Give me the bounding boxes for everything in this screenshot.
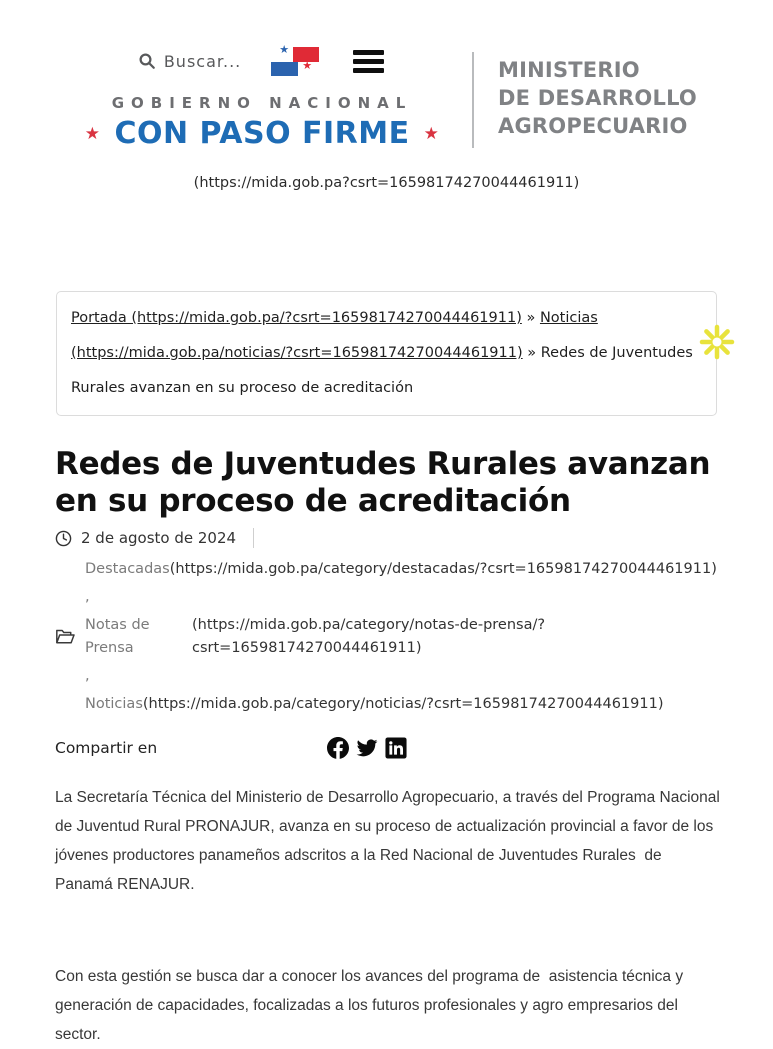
search-button[interactable] [138,52,241,71]
meta-divider [253,528,254,548]
category-url: (https://mida.gob.pa/category/destacadas/?csrt=16598174270044461911) [169,561,717,577]
ministry-line-3: AGROPECUARIO [498,114,688,138]
category-url: (https://mida.gob.pa/category/noticias/?csrt=16598174270044461911) [142,696,664,712]
header-toolbar [76,44,448,78]
logo-line-con-paso-firme [76,116,448,151]
category-comma: , [85,589,90,605]
menu-hamburger-icon[interactable] [351,48,386,75]
yellow-asterisk-icon [697,322,737,362]
red-star-icon: ★ [84,123,101,144]
category-link[interactable]: Notas de Prensa [85,617,150,656]
article-paragraph-2: Con esta gestión se busca dar a conocer los avances del programa de asistencia técnica y generación de capacidades, focalizadas a los futuros profesionales y agro empresarios del sector. [55,968,688,1043]
linkedin-icon[interactable] [385,737,407,759]
breadcrumb-link-noticias[interactable]: Noticias (https://mida.gob.pa/noticias/?csrt=16598174270044461911) [71,310,598,361]
ministry-name-block [498,44,697,140]
search-icon [138,52,156,70]
article-paragraph-1: La Secretaría Técnica del Ministerio de Desarrollo Agropecuario, a través del Programa Nacional de Juventud Rural PRONAJUR, avanza en su proceso de actualización provincial a favor de los jóvenes productores panameños adscritos a la Red Nacional de Juventudes Rurales de Panamá RENAJUR. [55,789,725,893]
ministry-line-1: MINISTERIO [498,58,640,82]
category-item-destacadas [85,558,717,581]
panama-flag-icon: ★ ★ [271,45,321,77]
share-row [55,737,720,759]
article-date-row [55,528,720,548]
breadcrumb-separator: » [527,345,537,361]
category-list [85,553,717,721]
logo-line-gobierno-nacional: GOBIERNO NACIONAL [111,94,413,112]
clock-icon [55,530,72,547]
brand-divider [472,52,474,148]
breadcrumb-separator: » [526,310,536,326]
share-icons [327,737,407,759]
article-categories [55,553,720,721]
category-item-notas-de-prensa [85,614,717,660]
facebook-icon[interactable] [327,737,349,759]
category-link[interactable]: Destacadas [85,561,170,577]
category-link[interactable]: Noticias [85,696,143,712]
category-comma: , [85,668,90,684]
breadcrumb [56,291,717,416]
article-date: 2 de agosto de 2024 [81,529,237,547]
breadcrumb-current-page: Redes de Juventudes Rurales avanzan en su proceso de acreditación [71,345,693,396]
logo-con-paso-firme-text: CON PASO FIRME [114,116,410,151]
category-url: (https://mida.gob.pa/category/notas-de-prensa/?csrt=16598174270044461911) [192,617,546,656]
folder-icon [55,628,75,646]
site-url-caption: (https://mida.gob.pa?csrt=16598174270044461911) [193,175,580,191]
breadcrumb-link-portada[interactable]: Portada (https://mida.gob.pa/?csrt=16598174270044461911) [71,310,522,326]
red-star-icon: ★ [423,123,440,144]
ministry-line-2: DE DESARROLLO [498,86,697,110]
breadcrumb-container [56,291,717,416]
brand-block [76,44,448,151]
search-label: Buscar... [163,51,242,71]
share-label: Compartir en [55,739,158,757]
category-item-noticias [85,693,717,716]
site-header [0,0,773,151]
article [55,446,725,1049]
twitter-icon[interactable] [356,737,378,759]
page-title: Redes de Juventudes Rurales avanzan en su proceso de acreditación [55,446,711,519]
